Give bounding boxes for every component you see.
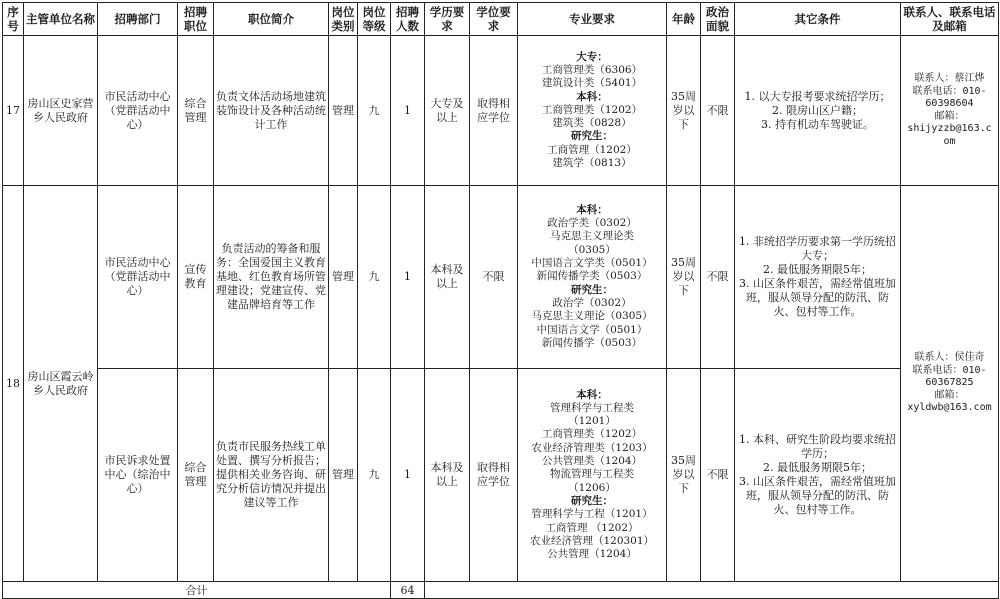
condition-item: 1. 非统招学历要求第一学历统招大专； xyxy=(739,235,896,262)
major-cell xyxy=(518,186,667,369)
major-item: 中国语言文学类（0501） xyxy=(531,257,653,270)
degree-cell: 不限 xyxy=(470,186,518,369)
grade-cell: 九 xyxy=(358,186,391,369)
total-label: 合计 xyxy=(3,582,391,599)
table-row xyxy=(3,36,999,186)
major-item: 马克思主义理论（0305） xyxy=(531,310,653,323)
major-group-label: 研究生： xyxy=(571,283,613,296)
header-intro: 职位简介 xyxy=(214,3,329,36)
intro-cell: 负责活动的筹备和服务：全国爱国主义教育基地、红色教育场所管理建设；党建宣传、党建品牌培育等工作 xyxy=(214,186,329,369)
age-cell: 35周岁以下 xyxy=(667,369,701,582)
recruitment-table xyxy=(2,2,999,599)
condition-item: 1. 本科、研究生阶段均要求统招学历； xyxy=(739,433,896,460)
grade-cell: 九 xyxy=(358,36,391,186)
condition-item: 2. 最低服务期限5年； xyxy=(763,263,872,276)
major-group-label: 研究生： xyxy=(571,130,613,143)
count-cell: 1 xyxy=(391,36,425,186)
contact-line: 邮箱： xyxy=(934,110,965,122)
position-cell: 宣传教育 xyxy=(178,186,214,369)
contact-line: 联系人：蔡江烨 xyxy=(914,73,985,84)
other-conditions-cell xyxy=(735,186,901,369)
political-cell: 不限 xyxy=(701,186,735,369)
other-conditions-cell xyxy=(735,369,901,582)
unit-cell: 房山区史家营乡人民政府 xyxy=(24,36,98,186)
header-unit: 主管单位名称 xyxy=(24,3,98,36)
age-cell: 35周岁以下 xyxy=(667,36,701,186)
condition-item: 2. 最低服务期限5年； xyxy=(763,461,872,474)
header-contact: 联系人、联系电话及邮箱 xyxy=(901,3,999,36)
header-row xyxy=(3,3,999,36)
major-item: 建筑学（0813） xyxy=(552,157,632,170)
condition-item: 2. 限房山区户籍； xyxy=(772,103,863,117)
header-education: 学历要求 xyxy=(425,3,470,36)
major-group-label: 研究生： xyxy=(571,494,613,507)
major-cell xyxy=(518,36,667,186)
header-category: 岗位类别 xyxy=(329,3,358,36)
header-age: 年龄 xyxy=(667,3,701,36)
contact-line: om xyxy=(943,135,956,147)
condition-item: 3. 山区条件艰苦，需经常值班加班，服从领导分配的防汛、防火、包村等工作。 xyxy=(739,475,896,516)
political-cell: 不限 xyxy=(701,369,735,582)
major-item: 建筑设计类（5401） xyxy=(541,77,643,90)
major-item: （1206） xyxy=(568,481,616,494)
unit-cell: 房山区霞云岭乡人民政府 xyxy=(24,186,98,582)
education-cell: 本科及以上 xyxy=(425,369,470,582)
table-row xyxy=(3,186,999,369)
major-item: 新闻传播学（0503） xyxy=(541,336,643,349)
seq-cell: 18 xyxy=(3,186,24,582)
major-item: 工商管理类（1202） xyxy=(541,428,643,441)
major-item: 新闻传播学类（0503） xyxy=(536,270,648,283)
major-item: 政治学（0302） xyxy=(552,296,632,309)
contact-line: 联系电话：010- xyxy=(912,364,987,376)
header-count: 招聘人数 xyxy=(391,3,425,36)
major-item: 管理科学与工程类 xyxy=(550,401,634,414)
degree-cell: 取得相应学位 xyxy=(470,36,518,186)
total-row xyxy=(3,582,999,599)
major-item: 政治学类（0302） xyxy=(547,217,637,230)
category-cell: 管理 xyxy=(329,369,358,582)
major-item: 公共管理（1204） xyxy=(547,548,637,561)
major-group-label: 本科： xyxy=(576,388,608,401)
major-group-label: 本科： xyxy=(576,90,608,103)
major-item: 中国语言文学（0501） xyxy=(536,323,648,336)
category-cell: 管理 xyxy=(329,36,358,186)
total-count: 64 xyxy=(391,582,425,599)
major-item: 工商管理（1202） xyxy=(547,143,637,156)
major-item: （0305） xyxy=(568,243,616,256)
condition-item: 3. 山区条件艰苦，需经常值班加班，服从领导分配的防汛、防火、包村等工作。 xyxy=(739,277,896,318)
dept-cell: 市民活动中心（党群活动中心） xyxy=(98,36,178,186)
seq-cell: 17 xyxy=(3,36,24,186)
grade-cell: 九 xyxy=(358,369,391,582)
header-dept: 招聘部门 xyxy=(98,3,178,36)
contact-cell xyxy=(901,186,999,582)
major-item: 管理科学与工程（1201） xyxy=(531,508,653,521)
major-item: （1201） xyxy=(568,415,616,428)
table-row xyxy=(3,369,999,582)
education-cell: 大专及以上 xyxy=(425,36,470,186)
intro-cell: 负责市民服务热线工单处置、撰写分析报告；提供相关业务咨询、研究分析信访情况并提出建议等工作 xyxy=(214,369,329,582)
major-item: 农业经济管理（120301） xyxy=(529,534,655,547)
dept-cell: 市民活动中心（党群活动中心） xyxy=(98,186,178,369)
major-item: 公共管理类（1204） xyxy=(541,455,643,468)
header-position: 招聘职位 xyxy=(178,3,214,36)
count-cell: 1 xyxy=(391,186,425,369)
dept-cell: 市民诉求处置中心（综治中心） xyxy=(98,369,178,582)
condition-item: 3. 持有机动车驾驶证。 xyxy=(761,117,874,131)
major-item: 物流管理与工程类 xyxy=(550,468,634,481)
contact-line: xyldwb@163.com xyxy=(907,402,992,414)
total-blank xyxy=(425,582,999,599)
category-cell: 管理 xyxy=(329,186,358,369)
contact-line: 60398604 xyxy=(925,98,974,109)
count-cell: 1 xyxy=(391,369,425,582)
major-item: 工商管理类（1202） xyxy=(541,103,643,116)
major-item: 农业经济管理类（1203） xyxy=(531,441,653,454)
major-item: 建筑类（0828） xyxy=(552,117,632,130)
contact-line: 联系人：侯佳奇 xyxy=(914,352,985,364)
header-major: 专业要求 xyxy=(518,3,667,36)
major-cell xyxy=(518,369,667,582)
position-cell: 综合管理 xyxy=(178,369,214,582)
major-group-label: 大专： xyxy=(576,50,608,63)
header-other: 其它条件 xyxy=(735,3,901,36)
major-item: 工商管理 （1202） xyxy=(545,521,639,534)
major-item: 工商管理类（6306） xyxy=(541,63,643,76)
contact-line: 邮箱： xyxy=(934,389,965,401)
political-cell: 不限 xyxy=(701,36,735,186)
degree-cell: 取得相应学位 xyxy=(470,369,518,582)
header-degree: 学位要求 xyxy=(470,3,518,36)
major-group-label: 本科： xyxy=(576,203,608,216)
contact-cell xyxy=(901,36,999,186)
intro-cell: 负责文体活动场地建筑装饰设计及各种活动统计工作 xyxy=(214,36,329,186)
contact-line: shijyzzb@163.c xyxy=(907,123,992,134)
contact-line: 60367825 xyxy=(925,377,974,389)
major-item: 马克思主义理论类 xyxy=(550,230,634,243)
position-cell: 综合管理 xyxy=(178,36,214,186)
age-cell: 35周岁以下 xyxy=(667,186,701,369)
header-seq: 序号 xyxy=(3,3,24,36)
other-conditions-cell xyxy=(735,36,901,186)
header-grade: 岗位等级 xyxy=(358,3,391,36)
education-cell: 本科及以上 xyxy=(425,186,470,369)
header-political: 政治面貌 xyxy=(701,3,735,36)
contact-line: 联系电话：010- xyxy=(912,85,987,97)
condition-item: 1. 以大专报考要求统招学历； xyxy=(744,89,891,103)
